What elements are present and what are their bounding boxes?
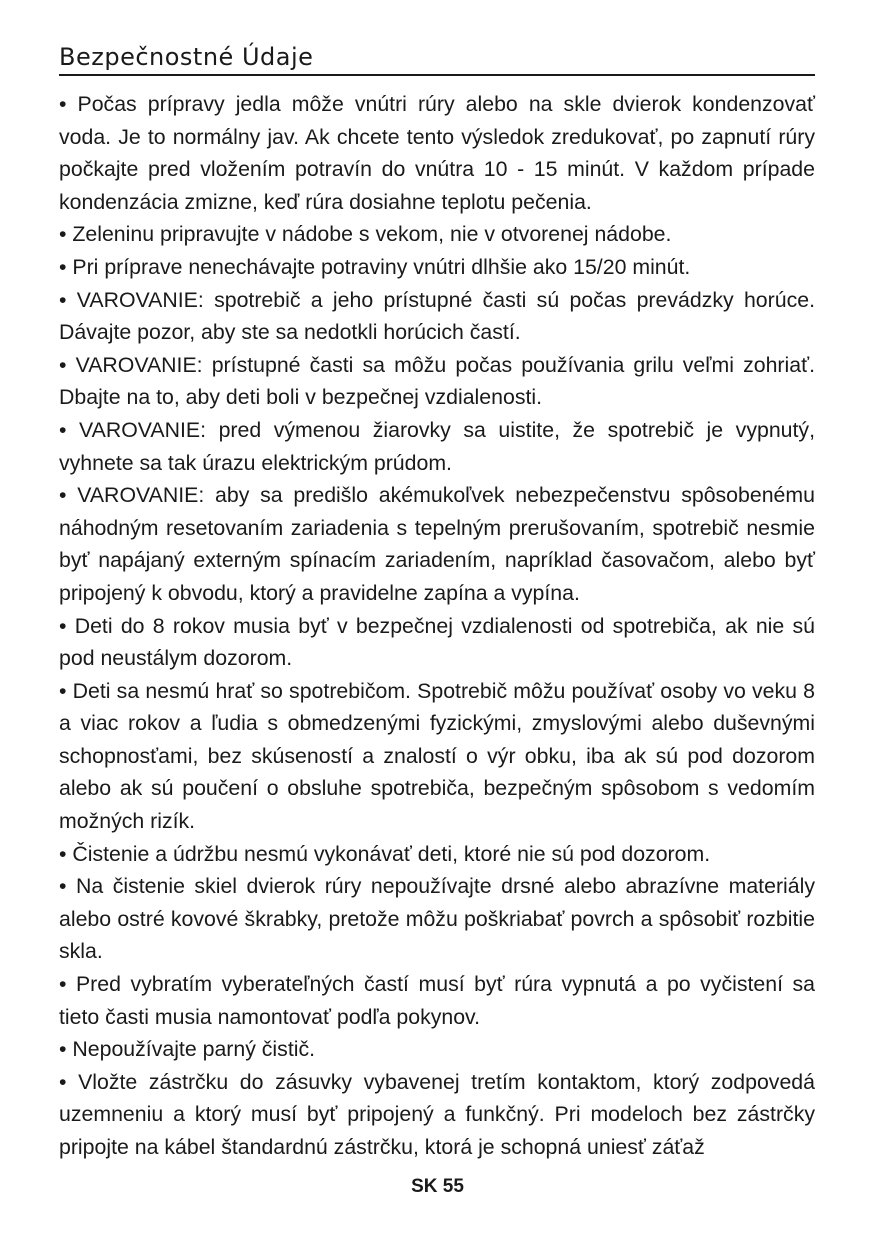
paragraph-children-distance: • Deti do 8 rokov musia byť v bezpečnej vzdialenosti od spotrebiča, ak nie sú pod neustálym dozorom. [59,613,815,671]
safety-text [59,88,815,1164]
paragraph-children-play: • Deti sa nesmú hrať so spotrebičom. Spotrebič môžu používať osoby vo veku 8 a viac rokov a ľudia s obmedzenými fyzickými, zmyslovými alebo duševnými schopnosťami, bez skúseností a znalostí o výr obku, iba ak sú pod dozorom alebo ak sú poučení o obsluhe spotrebiča, bezpečným spôsobom s vedomím možných rizík. [59,678,815,834]
page-number: SK 55 [411,1176,464,1197]
paragraph-vegetables: • Zeleninu pripravujte v nádobe s vekom, nie v otvorenej nádobe. [59,222,672,247]
paragraph-warning-bulb: • VAROVANIE: pred výmenou žiarovky sa uistite, že spotrebič je vypnutý, vyhnete sa tak úrazu elektrickým prúdom. [59,417,815,475]
paragraph-plug-earthing: • Vložte zástrčku do zásuvky vybavenej tretím kontaktom, ktorý zodpovedá uzemneniu a ktorý musí byť pripojený a funkčný. Pri modeloch bez zástrčky pripojte na kábel štandardnú zástrčku, ktorá je schopná uniesť záťaž [59,1069,815,1159]
paragraph-cleaning-children: • Čistenie a údržbu nesmú vykonávať deti, ktoré nie sú pod dozorom. [59,841,711,866]
paragraph-steam-cleaner: • Nepoužívajte parný čistič. [59,1037,316,1062]
paragraph-food-time: • Pri príprave nenechávajte potraviny vnútri dlhšie ako 15/20 minút. [59,254,691,279]
page-title: Bezpečnostné Údaje [59,40,815,76]
paragraph-door-glass: • Na čistenie skiel dvierok rúry nepoužívajte drsné alebo abrazívne materiály alebo ostré kovové škrabky, pretože môžu poškriabať povrch a spôsobiť rozbitie skla. [59,874,815,964]
paragraph-warning-thermal-cutout: • VAROVANIE: aby sa predišlo akémukoľvek nebezpečenstvu spôsobenému náhodným resetovaním zariadenia s tepelným prerušovaním, spotrebič nesmie byť napájaný externým spínacím zariadením, napríklad časovačom, alebo byť pripojený k obvodu, ktorý a pravidelne zapína a vypína. [59,483,815,605]
page-body [59,40,815,1164]
paragraph-warning-grill: • VAROVANIE: prístupné časti sa môžu počas používania grilu veľmi zohriať. Dbajte na to, aby deti boli v bezpečnej vzdialenosti. [59,352,815,410]
paragraph-condensation: • Počas prípravy jedla môže vnútri rúry alebo na skle dvierok kondenzovať voda. Je to normálny jav. Ak chcete tento výsledok zredukovať, po zapnutí rúry počkajte pred vložením potravín do vnútra 10 - 15 minút. V každom prípade kondenzácia zmizne, keď rúra dosiahne teplotu pečenia. [59,92,815,214]
paragraph-warning-hot-parts: • VAROVANIE: spotrebič a jeho prístupné časti sú počas prevádzky horúce. Dávajte pozor, aby ste sa nedotkli horúcich častí. [59,287,815,345]
paragraph-removable-parts: • Pred vybratím vyberateľných častí musí byť rúra vypnutá a po vyčistení sa tieto časti musia namontovať podľa pokynov. [59,972,815,1029]
